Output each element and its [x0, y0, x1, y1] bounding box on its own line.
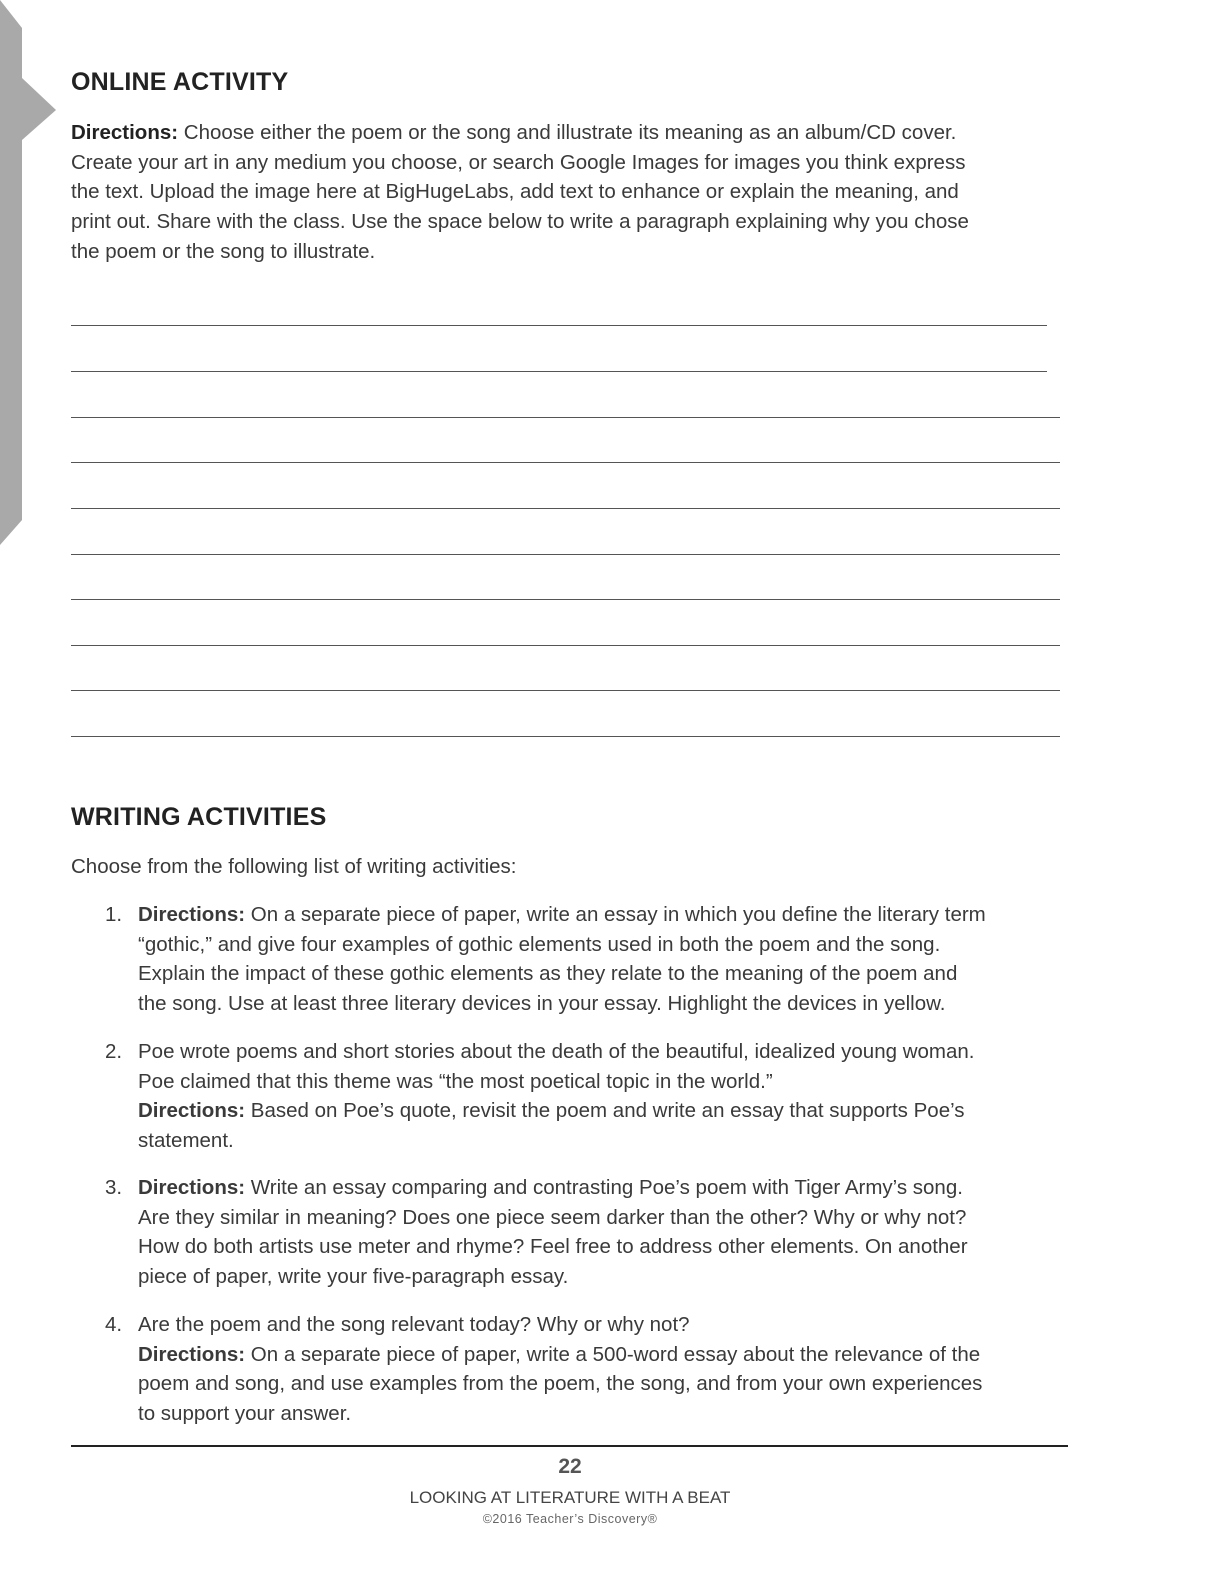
line-text: Choose either the poem or the song and illustrate its meaning as an album/CD cover. [178, 121, 957, 144]
line-text: piece of paper, write your five-paragraph essay. [138, 1265, 569, 1289]
paragraph-line [71, 118, 969, 148]
directions-label: Directions: [138, 1342, 246, 1366]
line-text: “gothic,” and give four examples of gothic elements used in both the poem and the song. [138, 932, 941, 956]
answer-line[interactable] [71, 462, 1060, 463]
paragraph-line [71, 237, 969, 267]
page-number: 22 [558, 1455, 582, 1478]
writing-intro: Choose from the following list of writing activities: [71, 855, 517, 878]
book-title: LOOKING AT LITERATURE WITH A BEAT [409, 1488, 731, 1507]
line-text: Create your art in any medium you choose, or search Google Images for images you think express [71, 150, 966, 174]
item-body [138, 1310, 982, 1429]
item-line [138, 1369, 982, 1399]
line-text: the song. Use at least three literary devices in your essay. Highlight the devices in yellow. [138, 992, 946, 1016]
line-text: statement. [138, 1129, 234, 1153]
item-line [138, 1203, 968, 1233]
item-line [138, 900, 986, 930]
line-text: Poe claimed that this theme was “the most poetical topic in the world.” [138, 1069, 773, 1093]
answer-line[interactable] [71, 690, 1060, 691]
item-line [138, 1262, 968, 1292]
item-body [138, 900, 986, 1019]
item-line [138, 930, 986, 960]
directions-label: Directions: [71, 121, 179, 144]
directions-label: Directions: [138, 1176, 246, 1199]
line-text: Are they similar in meaning? Does one piece seem darker than the other? Why or why not? [138, 1205, 967, 1229]
item-line [138, 1310, 982, 1340]
item-line [138, 959, 986, 989]
online-activity-heading: ONLINE ACTIVITY [71, 68, 289, 96]
item-line [138, 1067, 974, 1097]
item-number: 3. [105, 1176, 123, 1199]
item-line [138, 1173, 968, 1203]
item-line [138, 1232, 968, 1262]
line-text: Explain the impact of these gothic elements as they relate to the meaning of the poem and [138, 962, 958, 986]
line-text: Poe wrote poems and short stories about the death of the beautiful, idealized young woman. [138, 1040, 975, 1063]
item-line [138, 1399, 982, 1429]
answer-line[interactable] [71, 508, 1060, 509]
writing-activities-heading: WRITING ACTIVITIES [71, 803, 327, 831]
line-text: poem and song, and use examples from the poem, the song, and from your own experiences [138, 1372, 983, 1396]
line-text: How do both artists use meter and rhyme? Feel free to address other elements. On another [138, 1235, 968, 1259]
item-number: 2. [105, 1040, 123, 1063]
line-text: On a separate piece of paper, write a 500-word essay about the relevance of the [245, 1342, 981, 1366]
item-number: 1. [105, 903, 123, 926]
answer-line[interactable] [71, 645, 1060, 646]
item-line [138, 1096, 974, 1126]
copyright: ©2016 Teacher’s Discovery® [482, 1512, 658, 1526]
answer-line[interactable] [71, 417, 1060, 418]
answer-line[interactable] [71, 325, 1047, 326]
line-text: On a separate piece of paper, write an essay in which you define the literary term [245, 903, 986, 926]
line-text: the text. Upload the image here at BigHugeLabs, add text to enhance or explain the meaning, and [71, 180, 959, 204]
answer-line[interactable] [71, 736, 1060, 737]
line-text: Based on Poe’s quote, revisit the poem and write an essay that supports Poe’s [245, 1099, 965, 1123]
item-line [138, 1037, 974, 1067]
line-text: Write an essay comparing and contrasting Poe’s poem with Tiger Army’s song. [245, 1176, 963, 1199]
line-text: to support your answer. [138, 1402, 352, 1426]
item-line [138, 1340, 982, 1370]
online-activity-directions [71, 118, 969, 267]
answer-line[interactable] [71, 554, 1060, 555]
line-text: print out. Share with the class. Use the space below to write a paragraph explaining why you chose [71, 210, 969, 234]
directions-label: Directions: [138, 1099, 246, 1123]
paragraph-line [71, 177, 969, 207]
line-text: the poem or the song to illustrate. [71, 239, 376, 263]
item-body [138, 1037, 974, 1156]
paragraph-line [71, 207, 969, 237]
item-line [138, 1126, 974, 1156]
answer-line[interactable] [71, 599, 1060, 600]
footer-rule [71, 1445, 1068, 1447]
directions-label: Directions: [138, 903, 246, 926]
paragraph-line [71, 148, 969, 178]
item-line [138, 989, 986, 1019]
item-body [138, 1173, 968, 1292]
item-number: 4. [105, 1313, 123, 1336]
line-text: Are the poem and the song relevant today? Why or why not? [138, 1313, 690, 1336]
chapter-tab [0, 0, 60, 560]
answer-line[interactable] [71, 371, 1047, 372]
